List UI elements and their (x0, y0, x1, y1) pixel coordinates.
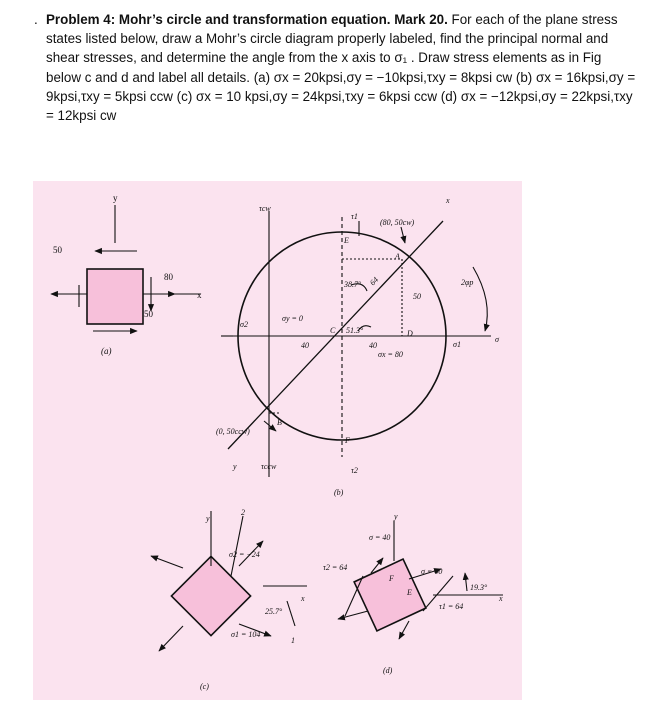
label-x-d: x (499, 594, 503, 603)
element-d (354, 559, 426, 631)
label-38: 38.7° (344, 280, 362, 289)
panel-b (221, 211, 491, 477)
label-sigma1-c: σ1 = 104 (231, 630, 261, 639)
arc-2phi (473, 267, 487, 331)
label-A: A (395, 252, 400, 261)
problem-statement (34, 10, 640, 125)
label-0-50: (0, 50ccw) (216, 427, 250, 436)
label-sigma2-c: σ2 = −24 (229, 550, 260, 559)
label-tau2-d: τ2 = 64 (323, 563, 348, 572)
caption-a: (a) (101, 346, 112, 356)
label-tau-ccw: τccw (261, 462, 277, 471)
label-25-c: 25.7° (265, 607, 283, 616)
panel-a (51, 205, 201, 331)
label-sigma40-b: σ = 40 (421, 567, 443, 576)
caption-c: (c) (200, 682, 209, 691)
panel-b-labels (216, 196, 500, 497)
arrow-d-19 (465, 573, 467, 591)
label-y-a: y (113, 193, 118, 203)
label-50-bot-a: 50 (144, 309, 153, 319)
label-tau-cw: τcw (259, 204, 271, 213)
label-sigma40-a: σ = 40 (369, 533, 391, 542)
arrow-80-50 (401, 227, 405, 243)
arrow-d-w (338, 611, 368, 619)
arrow-0-50 (264, 421, 276, 431)
label-y-d: y (394, 512, 398, 521)
label-tau1: τ1 (351, 212, 358, 221)
arrow-c-sw (159, 626, 183, 651)
caption-d: (d) (383, 666, 393, 675)
label-x-b: x (446, 196, 450, 205)
label-51: 51.3° (346, 326, 364, 335)
caption-b: (b) (334, 488, 344, 497)
mohr-figure-svg (33, 181, 522, 700)
label-2-c: 2 (241, 508, 245, 517)
label-sigma: σ (495, 335, 499, 344)
problem-text (46, 10, 640, 125)
label-sigmax80: σx = 80 (378, 350, 403, 359)
axis-1-c (287, 601, 295, 626)
label-E-d: E (407, 588, 412, 597)
label-sigma2: σ2 (240, 320, 248, 329)
label-1-c: 1 (291, 636, 295, 645)
label-50-b: 50 (413, 292, 421, 301)
label-y-c: y (206, 514, 210, 523)
label-64: 64 (368, 275, 381, 288)
label-sigma1: σ1 (453, 340, 461, 349)
mohr-figure (33, 181, 522, 700)
label-sigmay0: σy = 0 (282, 314, 303, 323)
arrow-c-nw (151, 556, 183, 568)
problem-heading: Problem 4: Mohr’s circle and transformation equation. Mark 20. (46, 12, 448, 27)
label-50-top-a: 50 (53, 245, 62, 255)
problem-body: For each of the plane stress states listed below, draw a Mohr’s circle diagram properly labeled, find the principal normal and shear stresses, and determine the angle from the x axis to σ₁ . Draw stress elements as in Fig below c and d and label all details. (a) σx = 20kpsi,σy = −10kpsi,τxy = 8kpsi cw (b) σx = 16kpsi,σy = 9kpsi,τxy = 5kpsi ccw (c) σx = 10 kpsi,σy = 24kpsi,τxy = 6kpsi ccw (d) σx = −12kpsi,σy = 22kpsi,τxy = 12kpsi cw (46, 12, 636, 124)
label-x-c: x (301, 594, 305, 603)
element-c (171, 556, 250, 635)
label-x-a: x (197, 290, 202, 300)
label-tau2: τ2 (351, 466, 358, 475)
label-80-50: (80, 50cw) (380, 218, 415, 227)
label-C: C (330, 326, 336, 335)
label-y-b: y (233, 462, 237, 471)
label-80-a: 80 (164, 272, 173, 282)
label-40b: 40 (369, 341, 377, 350)
element-a (87, 269, 143, 324)
label-B: B (277, 418, 282, 427)
axis-2-c (231, 516, 243, 576)
label-D: D (407, 329, 413, 338)
panel-d (338, 521, 503, 639)
label-19-d: 19.3° (470, 583, 488, 592)
label-40a: 40 (301, 341, 309, 350)
label-F-d: F (389, 574, 394, 583)
label-E: E (344, 236, 349, 245)
bullet: . (34, 12, 38, 27)
panel-c (151, 511, 307, 651)
arrow-d-s (399, 621, 409, 639)
label-tau1-d: τ1 = 64 (439, 602, 464, 611)
label-F: F (345, 436, 350, 445)
label-2phi: 2φp (461, 278, 474, 287)
